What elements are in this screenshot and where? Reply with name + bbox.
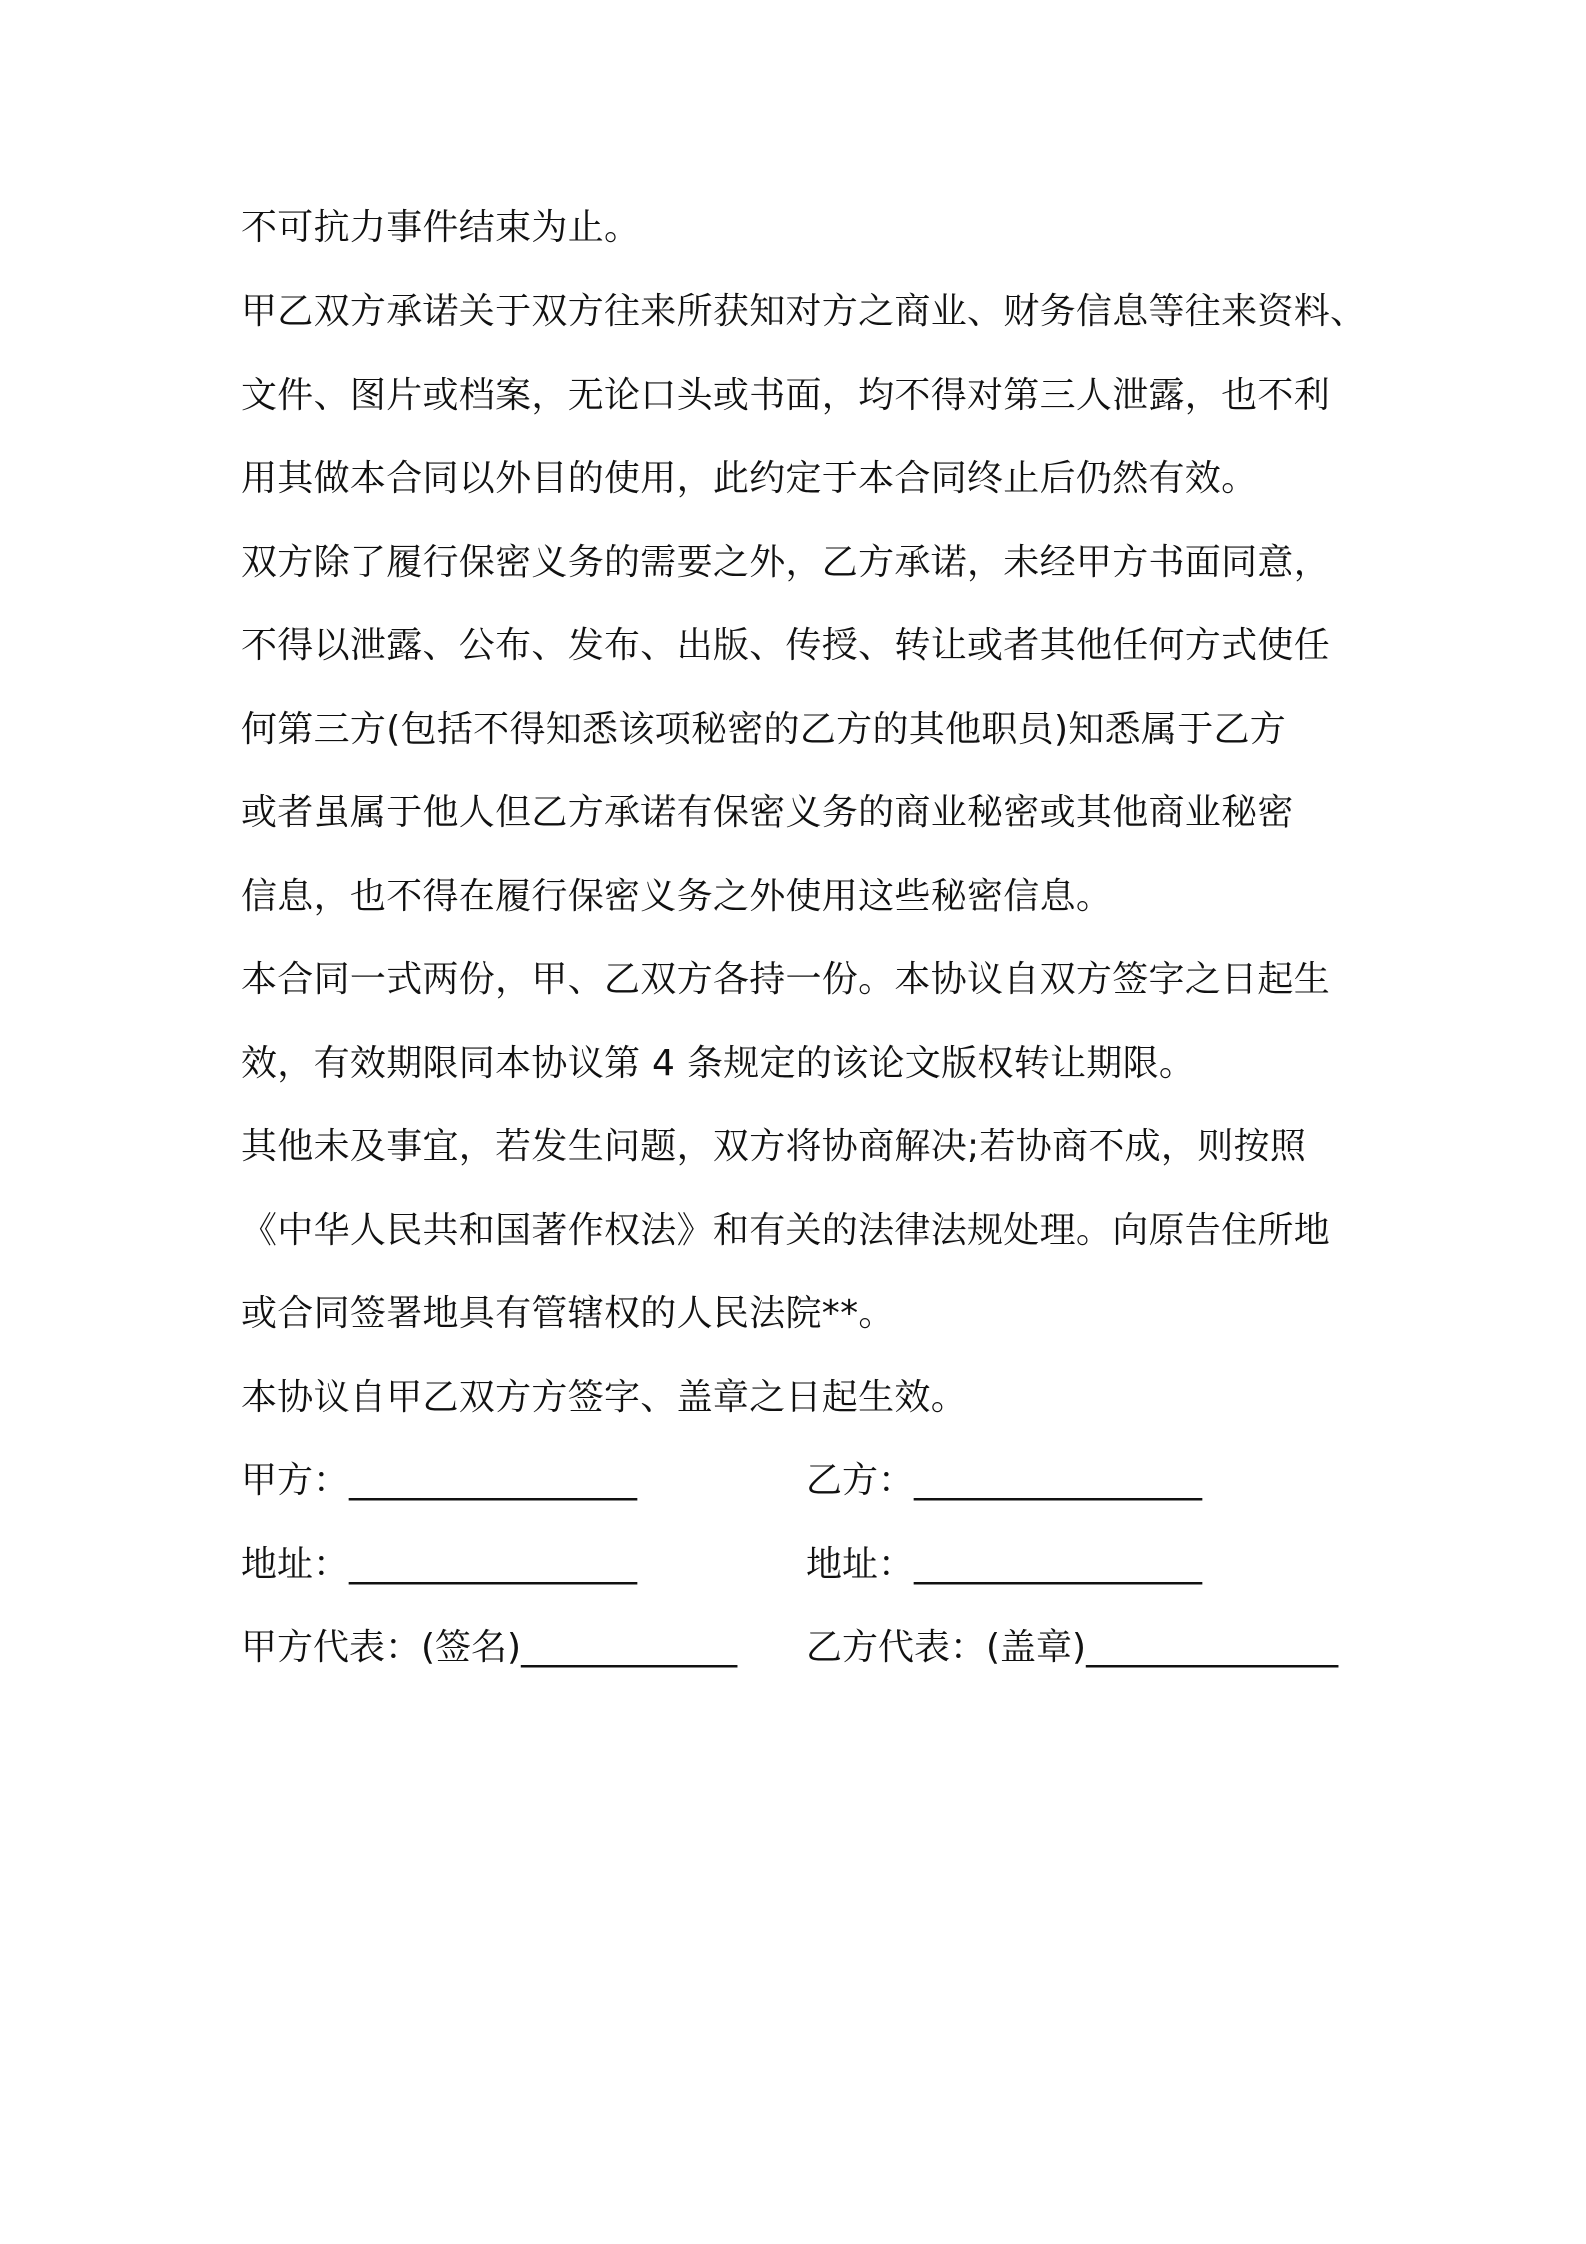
paragraph-line: 双方除了履行保密义务的需要之外，乙方承诺，未经甲方书面同意， (241, 542, 1331, 583)
representative-b-field: 乙方代表：(盖章)______________ (806, 1627, 1339, 1668)
paragraph-line: 用其做本合同以外目的使用，此约定于本合同终止后仍然有效。 (241, 458, 1258, 499)
paragraph-line: 《中华人民共和国著作权法》和有关的法律法规处理。向原告住所地 (241, 1210, 1331, 1251)
paragraph-line: 不可抗力事件结束为止。 (241, 207, 641, 248)
paragraph-line: 本协议自甲乙双方方签字、盖章之日起生效。 (241, 1377, 968, 1418)
paragraph-line: 何第三方(包括不得知悉该项秘密的乙方的其他职员)知悉属于乙方 (241, 709, 1287, 750)
paragraph-line: 效，有效期限同本协议第 4 条规定的该论文版权转让期限。 (241, 1043, 1196, 1084)
party-a-field: 甲方：________________ (241, 1460, 638, 1501)
representative-a-field: 甲方代表：(签名)____________ (241, 1627, 738, 1668)
paragraph-line: 本合同一式两份，甲、乙双方各持一份。本协议自双方签字之日起生 (241, 959, 1331, 1000)
paragraph-line: 其他未及事宜，若发生问题，双方将协商解决;若协商不成，则按照 (241, 1126, 1307, 1167)
party-b-field: 乙方：________________ (806, 1460, 1203, 1501)
address-b-field: 地址：________________ (806, 1544, 1203, 1585)
address-a-field: 地址：________________ (241, 1544, 638, 1585)
paragraph-line: 信息，也不得在履行保密义务之外使用这些秘密信息。 (241, 876, 1113, 917)
paragraph-line: 文件、图片或档案，无论口头或书面，均不得对第三人泄露，也不利 (241, 375, 1331, 416)
paragraph-line: 或者虽属于他人但乙方承诺有保密义务的商业秘密或其他商业秘密 (241, 792, 1294, 833)
paragraph-line: 或合同签署地具有管辖权的人民法院**。 (241, 1293, 895, 1334)
paragraph-line: 不得以泄露、公布、发布、出版、传授、转让或者其他任何方式使任 (241, 625, 1331, 666)
paragraph-line: 甲乙双方承诺关于双方往来所获知对方之商业、财务信息等往来资料、 (241, 291, 1367, 332)
